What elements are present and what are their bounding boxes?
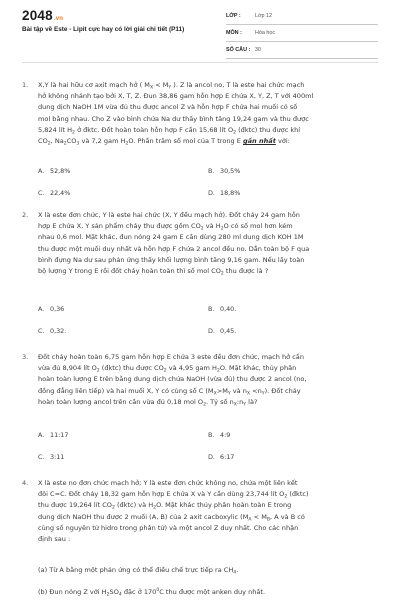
- meta-row-subject: [226, 25, 378, 42]
- meta-label: MÔN :: [226, 30, 242, 36]
- question-text: [38, 478, 378, 545]
- question-line: Đốt cháy hoàn toàn 6,75 gam hỗn hợp E chứa 3 este đều đơn chức, mạch hở cần: [38, 353, 304, 361]
- question-line: dung dịch NaOH thu được 2 muối (A, B) của 2 axit cacboxylic ($M_A < M_B$, A và B có: [38, 512, 305, 523]
- meta-value: 30: [255, 47, 261, 53]
- brand-suffix: .vn: [53, 16, 64, 22]
- meta-table: [226, 8, 378, 59]
- question-line: 5,824 lít $H_2$ ở đktc. Đốt hoàn toàn hỗn hợp F cần 15,68 lít $O_2$ (đktc) thu được khí: [38, 125, 301, 136]
- question-line: nhau 0,6 mol. Mặt khác, đun nóng 24 gam E cần dùng 280 ml dung dịch KOH 1M: [38, 233, 304, 242]
- meta-label: SỐ CÂU :: [226, 47, 251, 53]
- option-d[interactable]: D. 6:17: [208, 453, 235, 461]
- question-line: đôi C=C. Đốt cháy 18,32 gam hỗn hợp E chứa X và Y cần dùng 23,744 lít $O_2$ (đktc): [38, 490, 309, 500]
- question-text: [38, 80, 378, 147]
- question-line: hoàn toàn lượng ancol trên cần vừa đủ 0,18 mol $O_2$. Tỷ số $n_X:n_Y$ là?: [38, 397, 258, 408]
- brand-name: 2048: [22, 8, 53, 23]
- question-line: X là este đơn chức, Y là este hai chức (X, Y đều mạch hở). Đốt cháy 24 gam hỗn: [38, 211, 300, 219]
- question-line: vừa đủ 8,904 lít $O_2$ (đktc) thu được $CO_2$ và 4,95 gam $H_2O$. Mặt khác, thủy phân: [38, 364, 297, 374]
- question-line: X,Y là hai hữu cơ axit mạch hở ( $M_X < M_Y$ ). Z là ancol no, T là este hai chức mạch: [38, 81, 305, 91]
- header-divider: [22, 62, 378, 63]
- option-c[interactable]: C. 3:11: [38, 453, 65, 461]
- question-line: đồng đẳng liên tiếp) và hai muối X, Y có cùng số C ($M_X>M_Y$ và $n_X <n_Y$). Đốt cháy: [38, 386, 301, 397]
- question-line: bộ lượng Y trong E rồi đốt cháy hoàn toàn thì số mol $CO_2$ thu được là ?: [38, 267, 269, 277]
- question-line: bình đựng Na dư sau phản ứng thấy khối lượng bình tăng 9,16 gam. Nếu lấy toàn: [38, 255, 305, 264]
- option-c[interactable]: C. 0,32.: [38, 327, 67, 335]
- meta-row-count: [226, 42, 378, 59]
- question-line: hở không nhánh tạo bởi X, T, Z. Đun 38,86 gam hỗn hợp E chứa X, Y, Z, T với 400ml: [38, 92, 314, 101]
- question-line: thu được một muối duy nhất và hỗn hợp F chứa 2 ancol đều no. Dẫn toàn bộ F qua: [38, 244, 310, 253]
- site-logo[interactable]: [22, 8, 63, 23]
- option-d[interactable]: D. 18,8%: [208, 189, 241, 197]
- question-text: [38, 352, 378, 408]
- meta-value: Hóa học: [255, 30, 276, 36]
- statement-a: (a) Từ A bằng một phản ứng có thể điều chế trực tiếp ra $CH_4$.: [38, 566, 239, 576]
- statement-b: (b) Đun nóng Z với $H_2SO_4$ đặc ở $170^0C$ thu được một anken duy nhất.: [38, 588, 266, 598]
- question-line: hoàn toàn lượng E trên bằng dung dịch chứa NaOH (vừa đủ) thu được 2 ancol (no,: [38, 375, 307, 384]
- question-line: định sau :: [38, 535, 71, 544]
- question-number: 1.: [22, 81, 29, 89]
- option-a[interactable]: A. 11:17: [38, 431, 69, 439]
- option-b[interactable]: B. 4:9: [208, 431, 231, 439]
- meta-value: Lớp 12: [255, 13, 273, 19]
- option-a[interactable]: A. 52,8%: [38, 167, 71, 175]
- question-line: $CO_2$, $Na_2CO_3$ và 7,2 gam $H_2O$. Phần trăm số mol của T trong E gần nhất với:: [38, 137, 290, 147]
- meta-row-class: [226, 8, 378, 25]
- question-number: 4.: [22, 479, 29, 487]
- option-b[interactable]: B. 30,5%: [208, 167, 241, 175]
- question-line: thu được 19,264 lít $CO_2$ (đktc) và $H_2O$. Mặt khác thủy phân hoàn toàn E trong: [38, 501, 292, 511]
- option-a[interactable]: A. 0,36: [38, 305, 65, 313]
- meta-label: LỚP :: [226, 13, 241, 19]
- question-text: [38, 210, 378, 277]
- option-b[interactable]: B. 0,40.: [208, 305, 237, 313]
- question-line: dung dịch NaOH 1M vừa đủ thu được ancol Z và hỗn hợp F chứa hai muối có số: [38, 103, 298, 112]
- option-c[interactable]: C. 22,4%: [38, 189, 71, 197]
- question-line: cùng số nguyên tử hidro trong phân tử) và một ancol Z duy nhất. Cho các nhận: [38, 523, 299, 532]
- question-line: X là este no đơn chức mạch hở; Y là este đơn chức không no, chứa một liên kết: [38, 479, 298, 487]
- question-line: hợp E chứa X, Y sản phẩm cháy thu được gồm $CO_2$ và $H_2O$ có số mol hơn kém: [38, 222, 293, 232]
- question-line: mol bằng nhau. Cho Z vào bình chứa Na dư thấy bình tăng 19,24 gam và thu được: [38, 114, 309, 123]
- question-number: 3.: [22, 353, 29, 361]
- question-number: 2.: [22, 211, 29, 219]
- page-title: Bài tập về Este - Lipit cực hay có lời giải chi tiết (P11): [22, 26, 185, 33]
- option-d[interactable]: D. 0,45.: [208, 327, 237, 335]
